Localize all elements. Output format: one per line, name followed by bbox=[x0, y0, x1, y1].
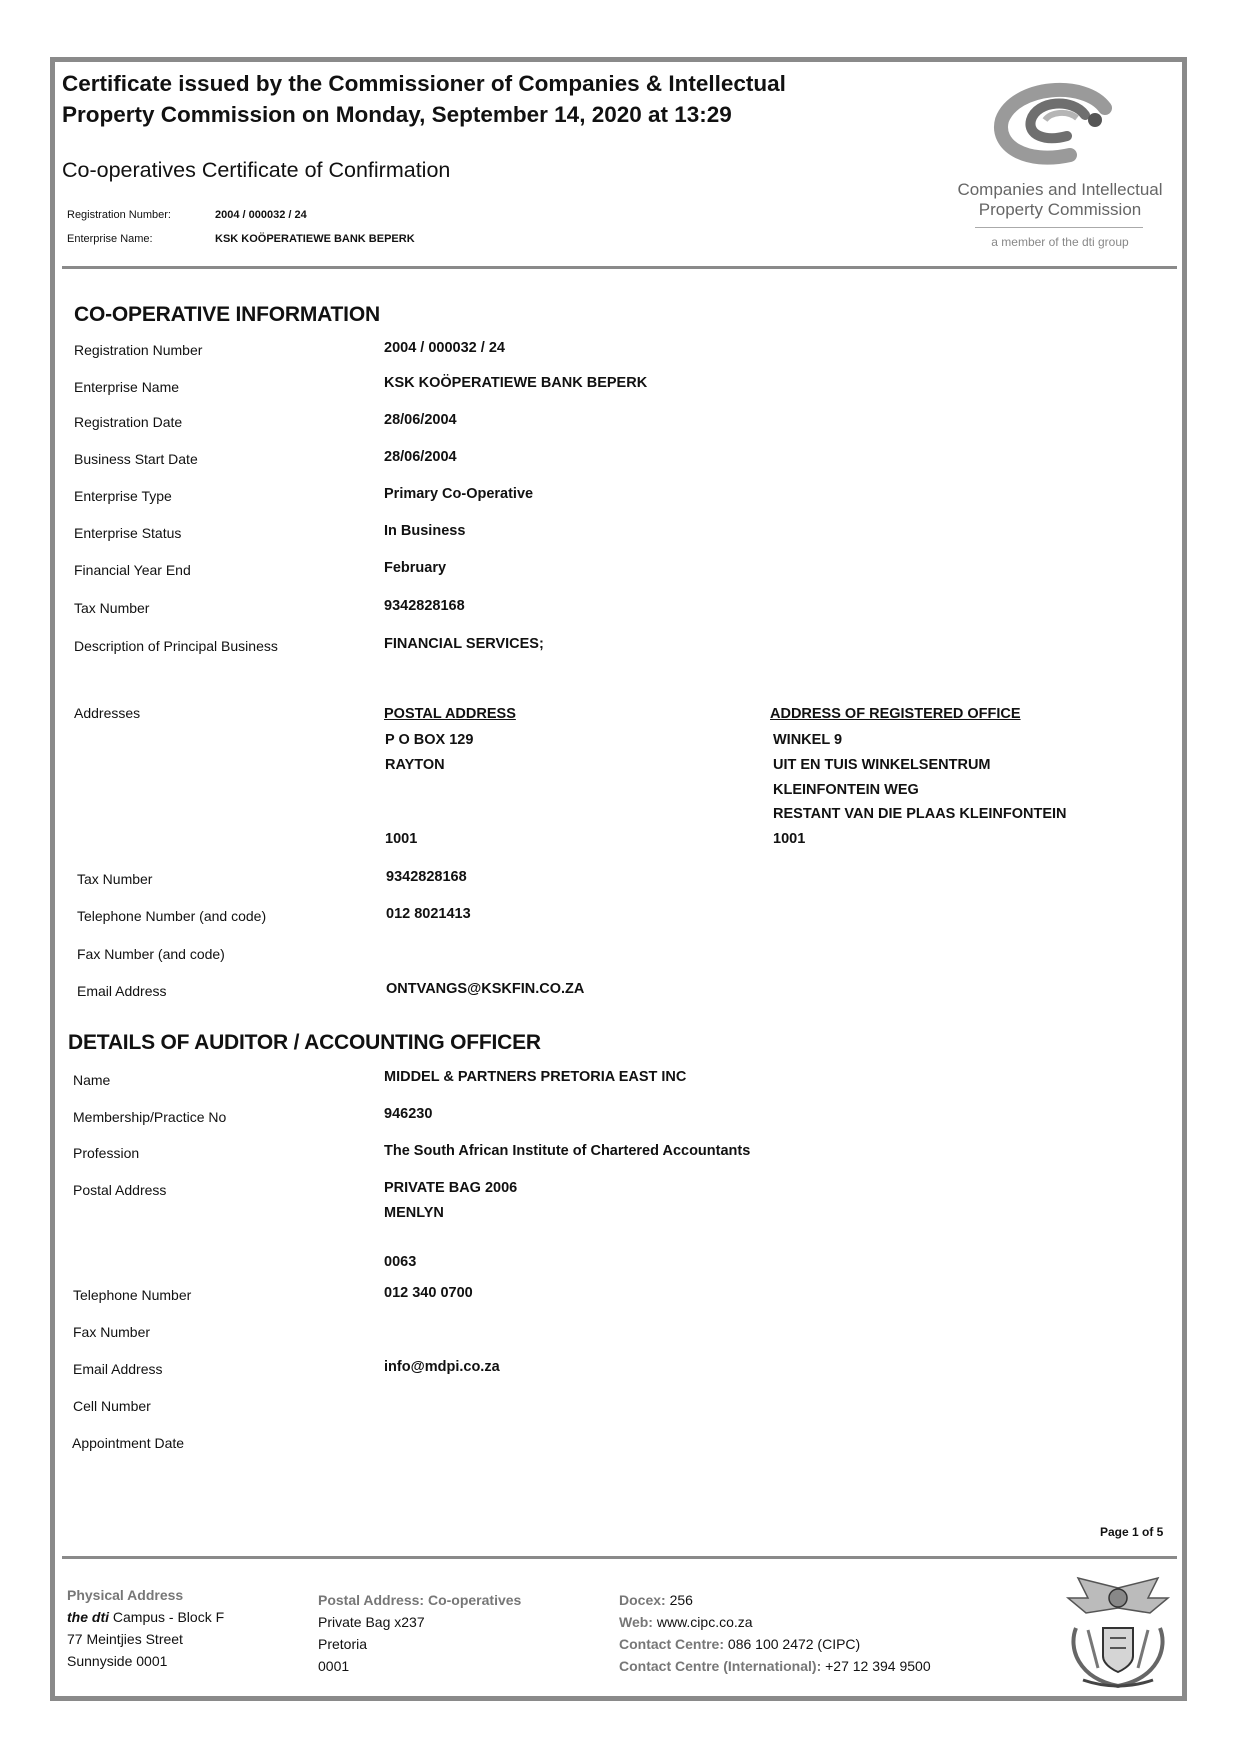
footer-web-value[interactable]: www.cipc.co.za bbox=[652, 1614, 753, 1630]
footer-physical-line2: 77 Meintjies Street bbox=[67, 1631, 183, 1647]
postal-address-code: 1001 bbox=[385, 831, 418, 847]
footer-docex-value: 256 bbox=[665, 1592, 693, 1608]
registered-office-line: KLEINFONTEIN WEG bbox=[773, 782, 919, 798]
contact-label: Fax Number (and code) bbox=[77, 946, 225, 962]
header-ent-value: KSK KOÖPERATIEWE BANK BEPERK bbox=[215, 233, 415, 245]
footer-web[interactable] bbox=[619, 1611, 931, 1633]
certificate-title-line1: Certificate issued by the Commissioner of Companies & Intellectual bbox=[62, 71, 786, 96]
certificate-title-line2: Property Commission on Monday, September 14, 2020 at 13:29 bbox=[62, 102, 732, 127]
coop-value: 2004 / 000032 / 24 bbox=[384, 340, 505, 356]
header-divider bbox=[62, 266, 1177, 269]
footer-physical-line1 bbox=[67, 1606, 224, 1628]
contact-label: Email Address bbox=[77, 983, 167, 999]
auditor-heading: DETAILS OF AUDITOR / ACCOUNTING OFFICER bbox=[68, 1031, 541, 1054]
contact-value: ONTVANGS@KSKFIN.CO.ZA bbox=[386, 981, 585, 997]
page-indicator: Page 1 of 5 bbox=[1100, 1525, 1164, 1539]
cipc-logo-line2: Property Commission bbox=[978, 200, 1142, 219]
coop-value: 28/06/2004 bbox=[384, 449, 457, 465]
coop-value: 28/06/2004 bbox=[384, 412, 457, 428]
cipc-logo-line1: Companies and Intellectual bbox=[957, 180, 1163, 199]
auditor-postal-code: 0063 bbox=[384, 1254, 417, 1270]
coat-of-arms-icon bbox=[1058, 1568, 1178, 1693]
footer-contact-international bbox=[619, 1655, 931, 1677]
footer-contact-value: 086 100 2472 (CIPC) bbox=[724, 1636, 861, 1652]
auditor-postal-line: MENLYN bbox=[384, 1205, 444, 1221]
contact-value: 012 8021413 bbox=[386, 906, 471, 922]
auditor-label: Postal Address bbox=[73, 1182, 167, 1198]
coop-label: Enterprise Status bbox=[74, 525, 182, 541]
postal-address-line: RAYTON bbox=[385, 757, 445, 773]
coop-label: Tax Number bbox=[74, 600, 150, 616]
footer-contact bbox=[619, 1589, 931, 1677]
footer-intl-label: Contact Centre (International): bbox=[619, 1658, 822, 1674]
header-ent-label: Enterprise Name: bbox=[67, 233, 153, 245]
header-reg-value: 2004 / 000032 / 24 bbox=[215, 209, 307, 221]
registered-office-heading: ADDRESS OF REGISTERED OFFICE bbox=[770, 706, 1021, 722]
footer-contact-label: Contact Centre: bbox=[619, 1636, 725, 1652]
auditor-value: PRIVATE BAG 2006 bbox=[384, 1180, 518, 1196]
registered-office-line: UIT EN TUIS WINKELSENTRUM bbox=[773, 757, 991, 773]
coop-label: Description of Principal Business bbox=[74, 638, 278, 654]
certificate-subtitle: Co-operatives Certificate of Confirmation bbox=[62, 158, 451, 182]
cipc-logo-tagline: a member of the dti group bbox=[991, 235, 1129, 249]
auditor-label: Telephone Number bbox=[73, 1287, 192, 1303]
postal-address-line: P O BOX 129 bbox=[385, 732, 474, 748]
footer-physical-heading: Physical Address bbox=[67, 1587, 184, 1603]
postal-address-heading: POSTAL ADDRESS bbox=[384, 706, 516, 722]
auditor-label: Name bbox=[73, 1072, 111, 1088]
footer-docex bbox=[619, 1589, 931, 1611]
contact-label: Telephone Number (and code) bbox=[77, 908, 267, 924]
coop-value: February bbox=[384, 560, 447, 576]
coop-label: Enterprise Name bbox=[74, 379, 180, 395]
auditor-value: 012 340 0700 bbox=[384, 1285, 473, 1301]
auditor-value: 946230 bbox=[384, 1106, 433, 1122]
footer-postal-line1: Private Bag x237 bbox=[318, 1614, 425, 1630]
auditor-value: The South African Institute of Chartered Accountants bbox=[384, 1143, 751, 1159]
footer-postal-line3: 0001 bbox=[318, 1658, 350, 1674]
coop-value: FINANCIAL SERVICES; bbox=[384, 636, 544, 652]
coop-value: 9342828168 bbox=[384, 598, 465, 614]
footer-postal-heading: Postal Address: Co-operatives bbox=[318, 1592, 522, 1608]
footer-contact-centre bbox=[619, 1633, 931, 1655]
auditor-label: Profession bbox=[73, 1145, 140, 1161]
registered-office-code: 1001 bbox=[773, 831, 806, 847]
coop-label: Business Start Date bbox=[74, 451, 198, 467]
cipc-logo-text bbox=[950, 180, 1170, 220]
footer-postal-line2: Pretoria bbox=[318, 1636, 368, 1652]
footer-physical-address bbox=[67, 1584, 224, 1672]
footer-physical-line3: Sunnyside 0001 bbox=[67, 1653, 168, 1669]
header-reg-label: Registration Number: bbox=[67, 209, 171, 221]
auditor-value: MIDDEL & PARTNERS PRETORIA EAST INC bbox=[384, 1069, 687, 1085]
cipc-logo-icon bbox=[985, 80, 1135, 180]
auditor-value: info@mdpi.co.za bbox=[384, 1359, 500, 1375]
auditor-label: Cell Number bbox=[73, 1398, 151, 1414]
footer-docex-label: Docex: bbox=[619, 1592, 666, 1608]
footer-physical-line1-rest: Campus - Block F bbox=[109, 1609, 225, 1625]
coop-value: KSK KOÖPERATIEWE BANK BEPERK bbox=[384, 375, 648, 391]
auditor-label: Email Address bbox=[73, 1361, 163, 1377]
registered-office-line: RESTANT VAN DIE PLAAS KLEINFONTEIN bbox=[773, 806, 1067, 822]
contact-label: Tax Number bbox=[77, 871, 153, 887]
coop-value: Primary Co-Operative bbox=[384, 486, 534, 502]
logo-divider bbox=[975, 227, 1143, 228]
auditor-label: Fax Number bbox=[73, 1324, 151, 1340]
coop-label: Enterprise Type bbox=[74, 488, 172, 504]
coop-heading: CO-OPERATIVE INFORMATION bbox=[74, 303, 380, 326]
coop-label: Registration Number bbox=[74, 342, 203, 358]
footer-intl-value: +27 12 394 9500 bbox=[821, 1658, 931, 1674]
footer-physical-italic: the dti bbox=[67, 1609, 109, 1625]
coop-label: Registration Date bbox=[74, 414, 183, 430]
footer-divider bbox=[62, 1556, 1177, 1559]
addresses-label: Addresses bbox=[74, 705, 141, 721]
auditor-label: Membership/Practice No bbox=[73, 1109, 227, 1125]
footer-web-label: Web: bbox=[619, 1614, 653, 1630]
coop-label: Financial Year End bbox=[74, 562, 191, 578]
footer-postal-address bbox=[318, 1589, 521, 1677]
coop-value: In Business bbox=[384, 523, 466, 539]
registered-office-line: WINKEL 9 bbox=[773, 732, 843, 748]
contact-value: 9342828168 bbox=[386, 869, 467, 885]
auditor-label: Appointment Date bbox=[72, 1435, 185, 1451]
